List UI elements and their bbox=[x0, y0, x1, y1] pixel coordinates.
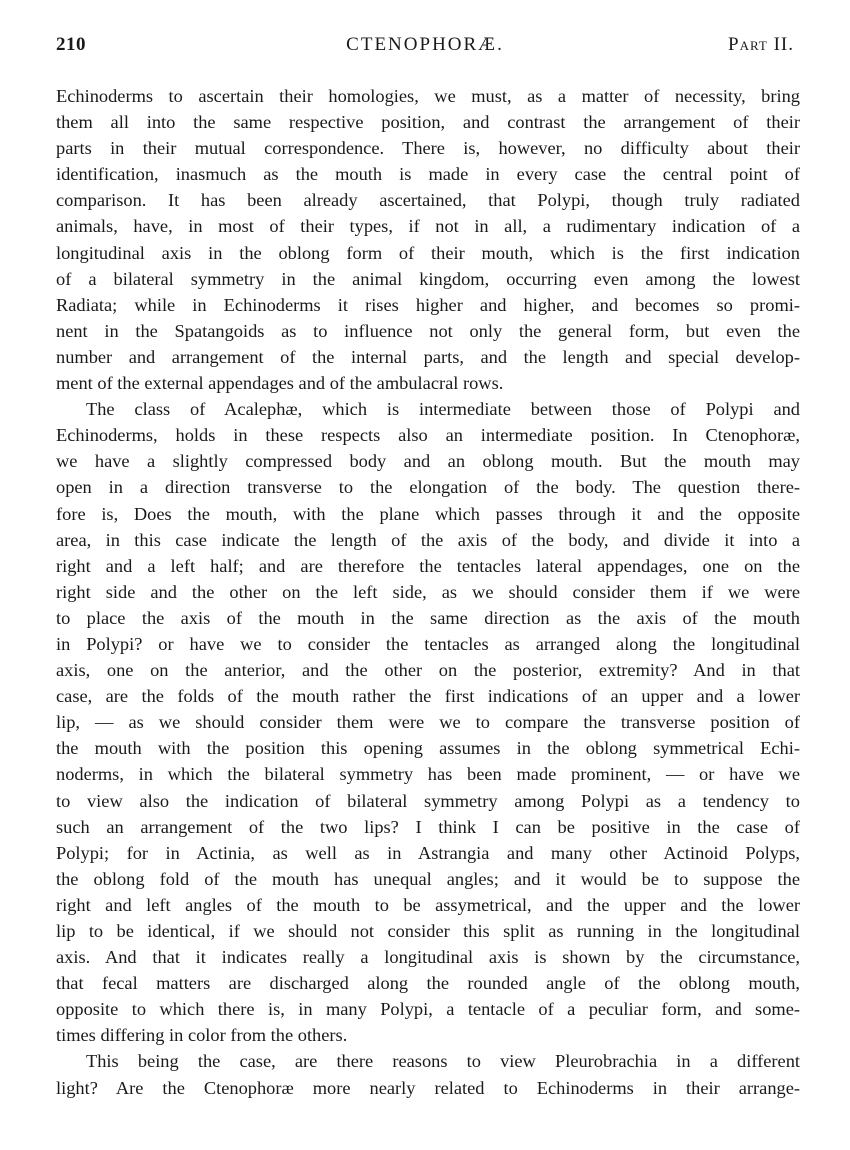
text-line: the mouth with the position this opening assumes in the oblong symmetrical Echi- bbox=[56, 738, 800, 759]
text-line: nent in the Spatangoids as to influence not only the general form, but even the bbox=[56, 320, 800, 341]
text-line: axis. And that it indicates really a longitudinal axis is shown by the circumstance, bbox=[56, 947, 800, 968]
text-line: longitudinal axis in the oblong form of their mouth, which is the first indication bbox=[56, 242, 800, 263]
text-line: Polypi; for in Actinia, as well as in Astrangia and many other Actinoid Polyps, bbox=[56, 842, 800, 863]
running-title: CTENOPHORÆ. bbox=[346, 34, 504, 55]
text-line: Radiata; while in Echinoderms it rises higher and higher, and becomes so promi- bbox=[56, 294, 800, 315]
text-line: number and arrangement of the internal parts, and the length and special develop- bbox=[56, 346, 800, 367]
text-line: we have a slightly compressed body and an oblong mouth. But the mouth may bbox=[56, 451, 800, 472]
text-line: comparison. It has been already ascertained, that Polypi, though truly radiated bbox=[56, 190, 800, 211]
text-line: times differing in color from the others. bbox=[56, 1025, 348, 1046]
page-number: 210 bbox=[56, 34, 86, 55]
text-line: case, are the folds of the mouth rather the first indications of an upper and a lower bbox=[56, 686, 800, 707]
text-line: opposite to which there is, in many Polypi, a tentacle of a peculiar form, and some- bbox=[56, 999, 800, 1020]
text-line: them all into the same respective position, and contrast the arrangement of their bbox=[56, 112, 800, 133]
paragraph-3 bbox=[56, 1048, 800, 1100]
text-line: such an arrangement of the two lips? I think I can be positive in the case of bbox=[56, 816, 800, 837]
running-head bbox=[56, 34, 794, 64]
text-line: right and left angles of the mouth to be assymetrical, and the upper and the lower bbox=[56, 894, 800, 915]
text-line: of a bilateral symmetry in the animal kingdom, occurring even among the lowest bbox=[56, 268, 800, 289]
text-line: the oblong fold of the mouth has unequal angles; and it would be to suppose the bbox=[56, 868, 800, 889]
text-line: parts in their mutual correspondence. There is, however, no difficulty about their bbox=[56, 138, 800, 159]
text-line: lip, — as we should consider them were we to compare the transverse position of bbox=[56, 712, 800, 733]
text-line: light? Are the Ctenophoræ more nearly related to Echinoderms in their arrange- bbox=[56, 1077, 800, 1098]
text-line: Echinoderms to ascertain their homologies, we must, as a matter of necessity, bring bbox=[56, 86, 800, 106]
text-line: to view also the indication of bilateral symmetry among Polypi as a tendency to bbox=[56, 790, 800, 811]
body-text bbox=[56, 83, 800, 1101]
text-line: Echinoderms, holds in these respects also an intermediate position. In Ctenophoræ, bbox=[56, 425, 800, 446]
text-line: lip to be identical, if we should not consider this split as running in the longitudinal bbox=[56, 921, 800, 941]
text-line: right and a left half; and are therefore the tentacles lateral appendages, one on the bbox=[56, 555, 800, 576]
text-line: area, in this case indicate the length of the axis of the body, and divide it into a bbox=[56, 529, 800, 550]
text-line: animals, have, in most of their types, if not in all, a rudimentary indication of a bbox=[56, 216, 800, 237]
text-line: noderms, in which the bilateral symmetry has been made prominent, — or have we bbox=[56, 764, 800, 785]
text-line: in Polypi? or have we to consider the tentacles as arranged along the longitudinal bbox=[56, 633, 800, 654]
text-line: This being the case, are there reasons to view Pleurobrachia in a different bbox=[86, 1051, 800, 1072]
paragraph-1 bbox=[56, 83, 800, 396]
part-label: Part II. bbox=[728, 34, 794, 55]
text-line: fore is, Does the mouth, with the plane which passes through it and the opposite bbox=[56, 503, 800, 524]
text-line: to place the axis of the mouth in the same direction as the axis of the mouth bbox=[56, 607, 800, 628]
text-line: right side and the other on the left side, as we should consider them if we were bbox=[56, 581, 800, 602]
text-line: that fecal matters are discharged along the rounded angle of the oblong mouth, bbox=[56, 973, 800, 994]
paragraph-2 bbox=[56, 396, 800, 1048]
text-line: ment of the external appendages and of the ambulacral rows. bbox=[56, 373, 504, 394]
text-line: axis, one on the anterior, and the other on the posterior, extremity? And in that bbox=[56, 660, 800, 681]
text-line: identification, inasmuch as the mouth is made in every case the central point of bbox=[56, 164, 800, 185]
text-line: The class of Acalephæ, which is intermediate between those of Polypi and bbox=[86, 399, 800, 420]
text-line: open in a direction transverse to the elongation of the body. The question there- bbox=[56, 477, 800, 498]
